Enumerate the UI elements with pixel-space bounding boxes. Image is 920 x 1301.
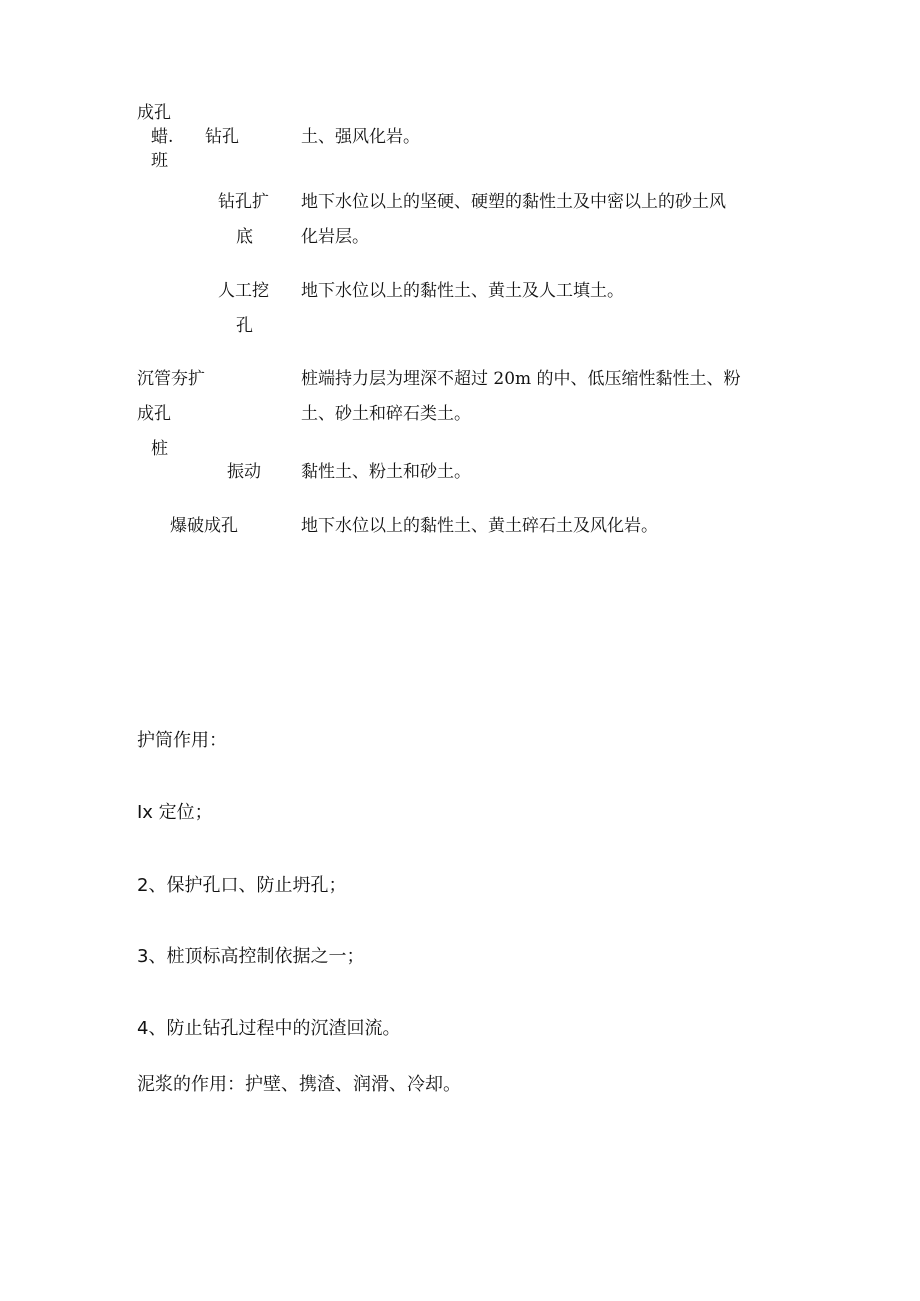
row3-description: 地下水位以上的黏性土、黄土及人工填土。	[301, 281, 624, 301]
row4-category-line2: 成孔	[137, 404, 171, 424]
row6-description: 地下水位以上的黏性土、黄土碎石土及风化岩。	[301, 516, 658, 536]
row3-method-line1: 人工挖	[218, 281, 269, 301]
row1-category-line3: 班	[151, 151, 168, 171]
row2-method-line2: 底	[236, 227, 253, 247]
mud-function: 泥浆的作用：护壁、携渣、润滑、冷却。	[137, 1074, 461, 1095]
row5-method: 振动	[227, 462, 261, 482]
row4-description-line1: 桩端持力层为埋深不超过 20m 的中、低压缩性黏性土、粉	[301, 369, 741, 389]
casing-item-1: Ix 定位；	[137, 802, 213, 823]
row2-method-line1: 钻孔扩	[218, 192, 269, 212]
row1-category-line1: 成孔	[137, 103, 171, 123]
row1-description: 土、强风化岩。	[301, 127, 420, 147]
row2-description-line1: 地下水位以上的坚硬、硬塑的黏性土及中密以上的砂土风	[301, 192, 726, 212]
row1-method: 钻孔	[205, 127, 239, 147]
row4-category-line1: 沉管夯扩	[137, 369, 205, 389]
row4-category-line3: 桩	[151, 439, 168, 459]
casing-heading: 护筒作用：	[137, 730, 227, 751]
casing-item-3: 3、桩顶标高控制依据之一；	[137, 946, 365, 967]
row1-category-line2: 蜡.	[151, 127, 174, 147]
row2-description-line2: 化岩层。	[301, 227, 369, 247]
row3-method-line2: 孔	[236, 316, 253, 336]
casing-item-4: 4、防止钻孔过程中的沉渣回流。	[137, 1018, 401, 1039]
row5-description: 黏性土、粉土和砂土。	[301, 462, 471, 482]
row6-method: 爆破成孔	[170, 516, 238, 536]
casing-item-2: 2、保护孔口、防止坍孔；	[137, 875, 347, 896]
row4-description-line2: 土、砂土和碎石类土。	[301, 404, 471, 424]
